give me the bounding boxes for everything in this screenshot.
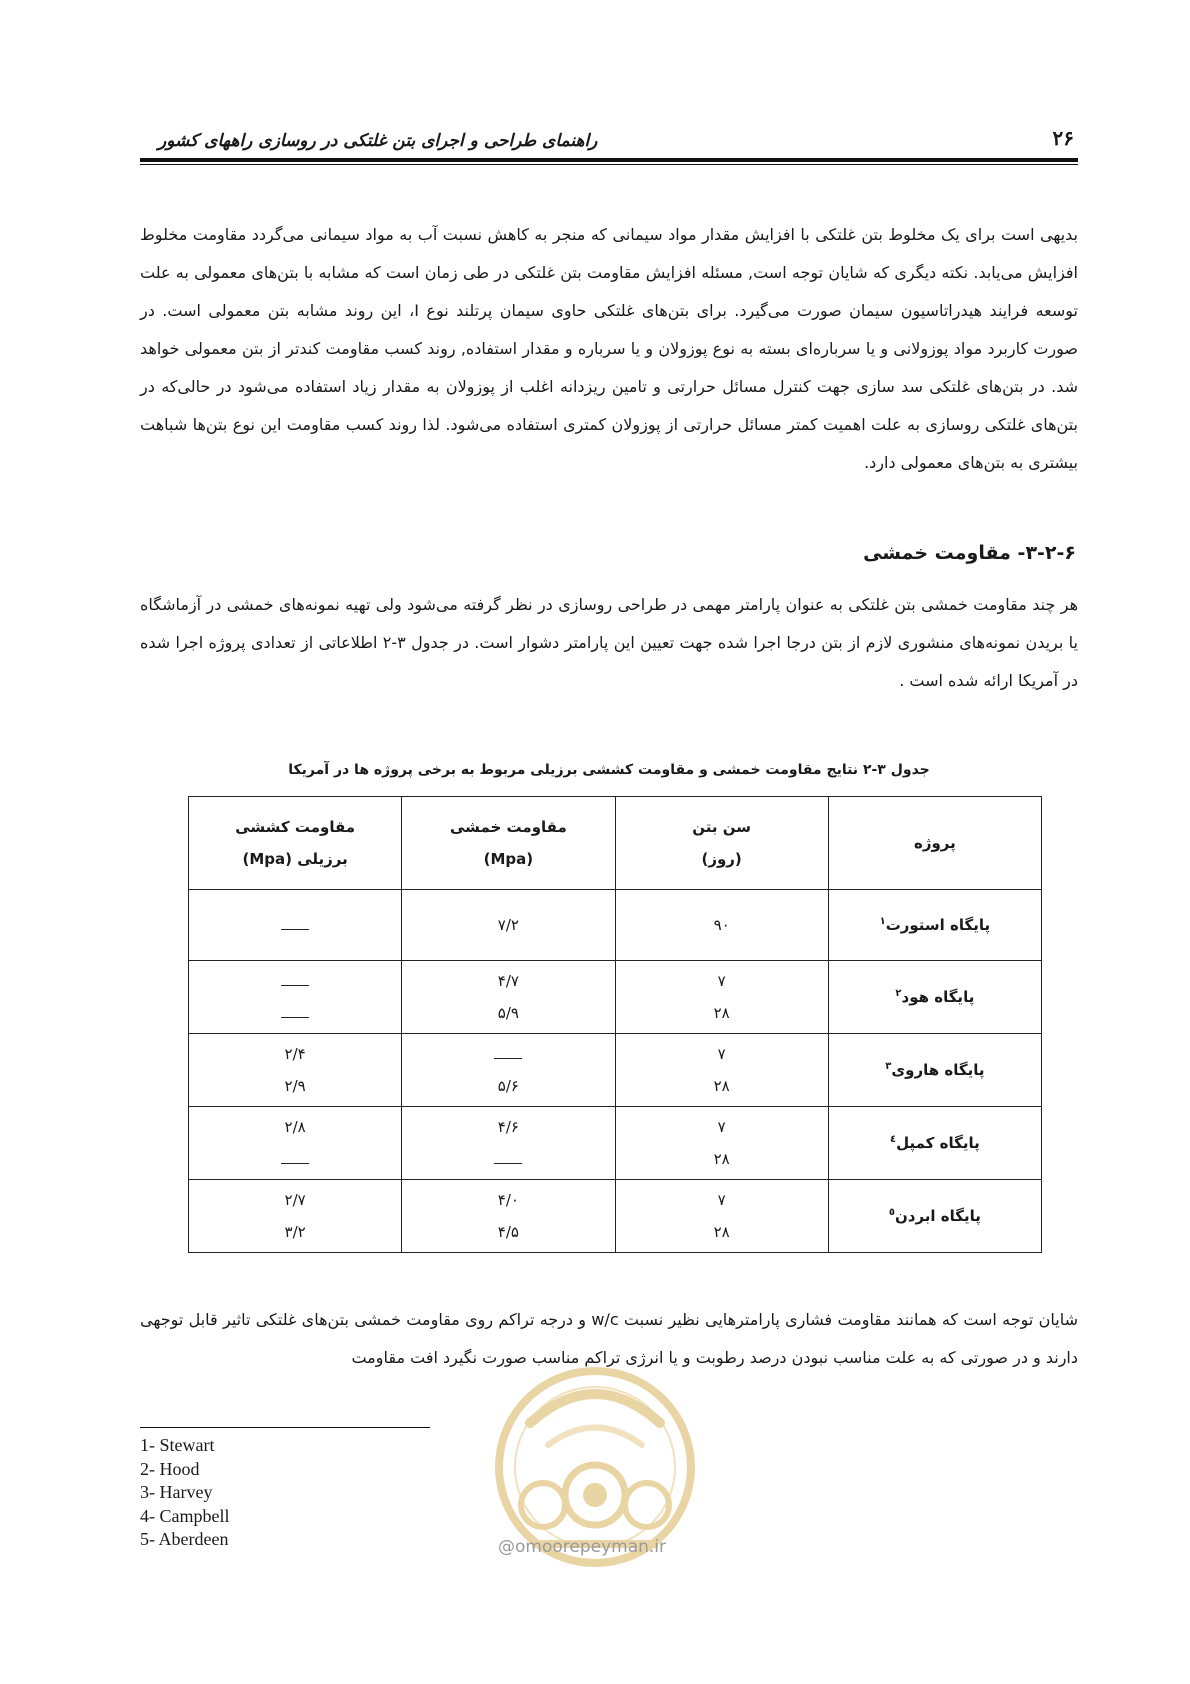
cell-age-value: ۲۸ xyxy=(713,1223,730,1241)
footnote: 1- Stewart xyxy=(140,1435,215,1455)
cell-age xyxy=(615,961,828,1034)
empty-dash xyxy=(281,1001,309,1018)
table-row xyxy=(189,1034,1042,1107)
cell-tensile-value: ۲/۷ xyxy=(284,1191,306,1209)
cell-tensile xyxy=(189,1034,402,1107)
cell-flexural xyxy=(402,1034,615,1107)
cell-flexural xyxy=(402,890,615,961)
cell-age-value: ۲۸ xyxy=(713,1077,730,1095)
table-row xyxy=(189,1107,1042,1180)
footnote-ref: ۲ xyxy=(895,988,902,999)
cell-project: پایگاه استورت$^۱$ xyxy=(828,890,1041,961)
empty-dash xyxy=(281,1147,309,1164)
cell-flexural xyxy=(402,1180,615,1253)
running-title: راهنمای طراحی و اجرای بتن غلتکی در روسازی راههای کشور xyxy=(158,131,598,151)
cell-age xyxy=(615,1107,828,1180)
footnote-ref: ۱ xyxy=(879,916,886,927)
cell-tensile-value xyxy=(189,1143,401,1175)
cell-tensile xyxy=(189,961,402,1034)
cell-project: پایگاه هاروی$^۳$ xyxy=(828,1034,1041,1107)
cell-age-value: ۷ xyxy=(717,1191,726,1209)
table-header-row xyxy=(189,797,1042,890)
header-tensile-strength: مقاومت کششی برزیلی (Mpa) xyxy=(189,797,402,890)
table-caption: جدول ۳-۲ نتایج مقاومت خمشی و مقاومت کششی برزیلی مربوط به برخی پروژه ها در آمریکا xyxy=(288,762,930,778)
page-number: ۲۶ xyxy=(1052,126,1074,150)
cell-flexural-value xyxy=(402,1143,614,1175)
footnote-ref: ٥ xyxy=(888,1207,895,1218)
cell-tensile-value xyxy=(189,909,401,941)
cell-flexural-value: ۴/۵ xyxy=(497,1223,519,1241)
cell-age-value: ۷ xyxy=(717,972,726,990)
footnote-rule xyxy=(140,1427,430,1428)
running-header xyxy=(140,122,1078,170)
cell-tensile xyxy=(189,890,402,961)
watermark-text: @omoorepeyman.ir xyxy=(498,1537,667,1557)
cell-tensile-value: ۲/۴ xyxy=(284,1045,306,1063)
table-row xyxy=(189,1180,1042,1253)
header-rule-thin xyxy=(140,164,1078,165)
cell-flexural xyxy=(402,961,615,1034)
footnotes xyxy=(140,1434,229,1552)
cell-age-value: ۲۸ xyxy=(713,1004,730,1022)
footnote-ref: ٤ xyxy=(890,1134,897,1145)
paragraph-wc-compaction: شایان توجه است که همانند مقاومت فشاری پارامترهایی نظیر نسبت w/c و درجه تراکم روی مقاومت خمشی بتن‌های غلتکی تاثیر قابل توجهی دارند و در صورتی که به علت مناسب نبودن درصد رطوبت و یا انرژی تراکم مناسب صورت نگیرد افت مقاومت xyxy=(140,1310,1079,1367)
footnote: 5- Aberdeen xyxy=(140,1529,229,1549)
cell-age-value: ۷ xyxy=(717,1118,726,1136)
cell-flexural-value: ۴/۶ xyxy=(497,1118,519,1136)
header-flexural-strength: مقاومت خمشی (Mpa) xyxy=(402,797,615,890)
cell-tensile-value: ۲/۹ xyxy=(284,1077,306,1095)
cell-age xyxy=(615,1034,828,1107)
footnote: 4- Campbell xyxy=(140,1505,230,1526)
cell-flexural-value: ۴/۷ xyxy=(497,972,519,990)
cell-project: پایگاه هود$^۲$ xyxy=(828,961,1041,1034)
cell-age-value: ۹۰ xyxy=(713,916,730,934)
cell-project: پایگاه کمپل$^٤$ xyxy=(828,1107,1041,1180)
empty-dash xyxy=(281,969,309,986)
cell-project: پایگاه ابردن$^٥$ xyxy=(828,1180,1041,1253)
paragraph-flexural-intro: هر چند مقاومت خمشی بتن غلتکی به عنوان پارامتر مهمی در طراحی روسازی در نظر گرفته می‌شود ولی تهیه نمونه‌های خمشی در آزماشگاه یا بریدن نمونه‌های منشوری لازم از بتن درجا اجرا شده جهت تعیین این پارامتر دشوار است. در جدول ۳-۲ اطلاعاتی از تعدادی پروژه اجرا شده در آمریکا ارائه شده است . xyxy=(140,595,1079,690)
cell-tensile-value xyxy=(189,997,401,1029)
empty-dash xyxy=(494,1147,522,1164)
cell-age xyxy=(615,890,828,961)
table-row xyxy=(189,890,1042,961)
section-heading: ۳-۲-۶- مقاومت خمشی xyxy=(863,542,1076,564)
header-age: سن بتن (روز) xyxy=(615,797,828,890)
cell-age-value: ۷ xyxy=(717,1045,726,1063)
cell-flexural-value: ۷/۲ xyxy=(497,916,519,934)
table-row xyxy=(189,961,1042,1034)
cell-tensile-value: ۲/۸ xyxy=(284,1118,306,1136)
empty-dash xyxy=(281,913,309,930)
cell-flexural-value xyxy=(402,1038,614,1070)
header-rule-thick xyxy=(140,158,1078,162)
cell-tensile xyxy=(189,1107,402,1180)
paragraph-strength-gain: بدیهی است برای یک مخلوط بتن غلتکی با افزایش مقدار مواد سیمانی که منجر به کاهش نسبت آب به مواد سیمانی می‌گردد مقاومت مخلوط افزایش می‌یابد. نکته دیگری که شایان توجه است, مسئله افزایش مقاومت بتن غلتکی در طی زمان است که مشابه با بتن‌های معمولی به علت توسعه فرایند هیدراتاسیون سیمان صورت می‌گیرد. برای بتن‌های غلتکی حاوی سیمان پرتلند نوع I، این روند مشابه بتن معمولی است. در صورت کاربرد مواد پوزولانی و یا سرباره‌ای بسته به نوع پوزولان و یا سرباره و مقدار استفاده, روند کسب مقاومت کندتر از بتن معمولی خواهد شد. در بتن‌های غلتکی سد سازی جهت کنترل مسائل حرارتی و تامین ریزدانه اغلب از پوزولان به مقدار زیاد استفاده می‌شود در حالی‌که در بتن‌های غلتکی روسازی به علت اهمیت کمتر مسائل حرارتی از پوزولان کمتری استفاده می‌شود. لذا روند کسب مقاومت این نوع بتن‌ها شباهت بیشتری به بتن‌های معمولی دارد. xyxy=(140,225,1079,472)
cell-flexural xyxy=(402,1107,615,1180)
results-table xyxy=(188,796,1042,1253)
cell-flexural-value: ۵/۹ xyxy=(497,1004,519,1022)
cell-flexural-value: ۵/۶ xyxy=(497,1077,519,1095)
cell-tensile-value: ۳/۲ xyxy=(284,1223,306,1241)
cell-flexural-value: ۴/۰ xyxy=(497,1191,519,1209)
footnote-ref: ۳ xyxy=(885,1061,892,1072)
footnote: 3- Harvey xyxy=(140,1482,213,1502)
header-project: پروژه xyxy=(828,797,1041,890)
cell-age xyxy=(615,1180,828,1253)
cell-age-value: ۲۸ xyxy=(713,1150,730,1168)
footnote: 2- Hood xyxy=(140,1458,200,1479)
cell-tensile-value xyxy=(189,965,401,997)
empty-dash xyxy=(494,1042,522,1059)
cell-tensile xyxy=(189,1180,402,1253)
